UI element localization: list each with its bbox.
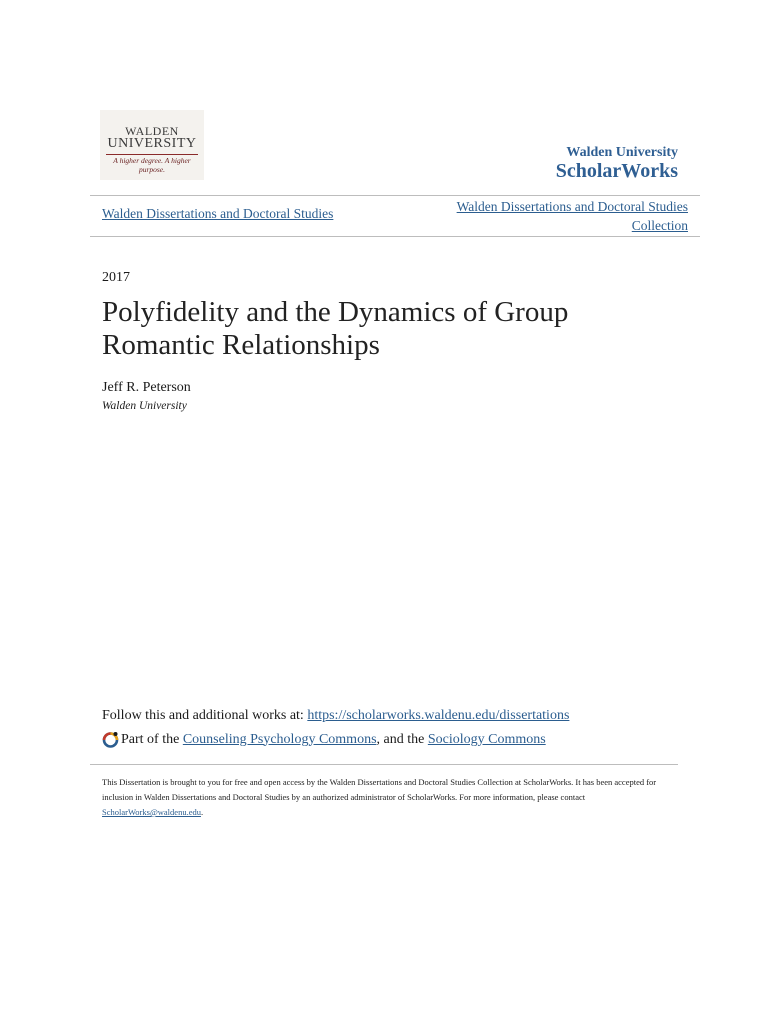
logo-name-line2: UNIVERSITY [107, 136, 197, 151]
open-access-notice [102, 775, 682, 820]
logo-name-line1: WALDEN [125, 124, 179, 138]
part-of-line [102, 731, 546, 748]
notice-text: This Dissertation is brought to you for free and open access by the Walden Dissertations and Doctoral Studies Collection at ScholarWorks. It has been accepted for inclusion in Walden Dissertations and Doctoral Studies by an authorized administrator of ScholarWorks. For more information, please contact [102, 777, 657, 802]
sociology-commons-link[interactable]: Sociology Commons [427, 731, 546, 747]
collection-link-line2: Collection [631, 218, 688, 233]
follow-line [102, 708, 569, 724]
author-affiliation: Walden University [102, 400, 187, 412]
collection-link-line1: Walden Dissertations and Doctoral Studies [456, 199, 688, 214]
follow-prefix: Follow this and additional works at: [102, 708, 308, 723]
scholarworks-label: ScholarWorks [555, 160, 678, 182]
notice-end: . [200, 807, 204, 817]
counseling-psychology-commons-link[interactable]: Counseling Psychology Commons [182, 731, 377, 747]
top-divider [90, 195, 700, 196]
contact-email-link[interactable]: ScholarWorks@waldenu.edu [102, 807, 201, 817]
part-of-between: , and the [376, 731, 428, 747]
dissertations-link[interactable]: Walden Dissertations and Doctoral Studies [102, 206, 334, 221]
collection-link[interactable] [457, 197, 688, 235]
publication-year: 2017 [102, 270, 130, 285]
logo-tagline: A higher degree. A higher purpose. [113, 156, 191, 174]
scholarworks-university-label: Walden University [566, 145, 678, 160]
footer-divider [90, 764, 678, 765]
walden-university-logo [100, 110, 204, 180]
logo-rule [106, 154, 198, 155]
author-name: Jeff R. Peterson [102, 380, 191, 395]
collection-divider [90, 236, 700, 237]
bepress-commons-icon [102, 731, 119, 748]
dissertations-url-link[interactable]: https://scholarworks.waldenu.edu/dissertations [307, 708, 570, 723]
dissertation-title: Polyfidelity and the Dynamics of Group Romantic Relationships [102, 296, 569, 361]
part-of-prefix: Part of the [121, 731, 180, 747]
